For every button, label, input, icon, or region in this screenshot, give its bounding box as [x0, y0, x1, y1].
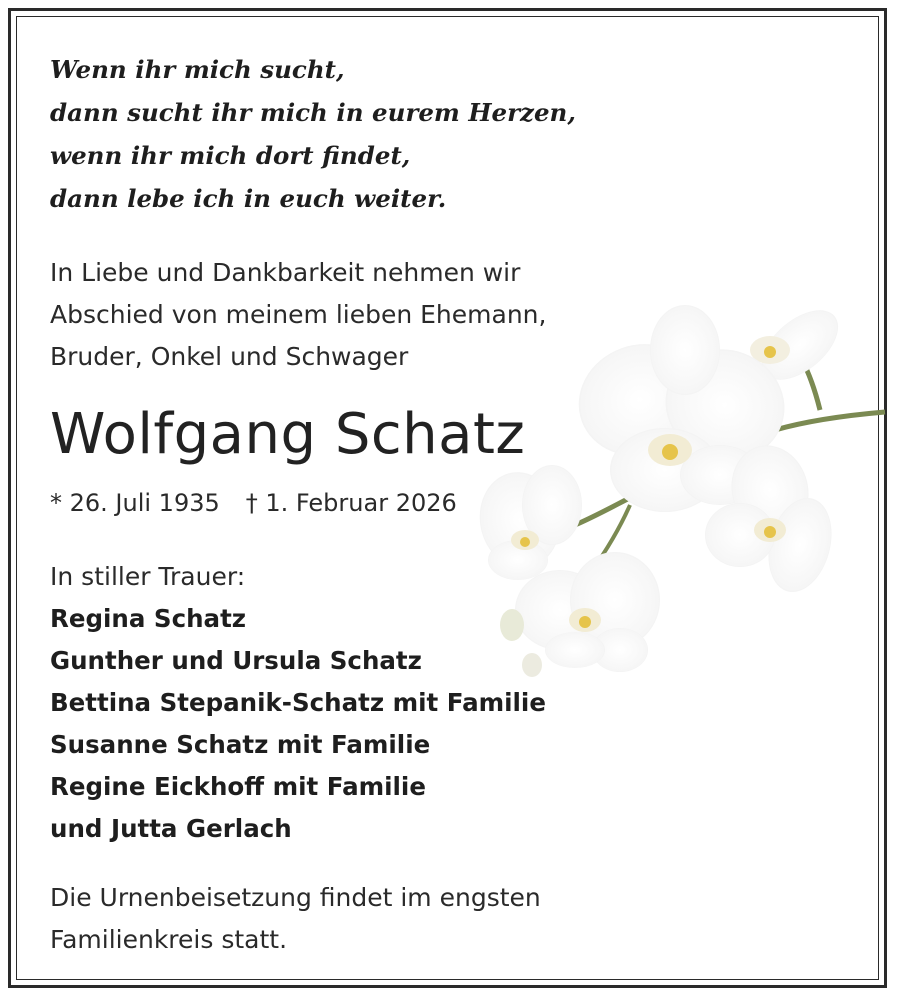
death-date: † 1. Februar 2026: [245, 489, 457, 517]
poem-line: wenn ihr mich dort findet,: [50, 141, 411, 170]
mourning-label: In stiller Trauer:: [50, 562, 246, 591]
mourner-name: Regine Eickhoff mit Familie: [50, 772, 426, 801]
mourner-name: Bettina Stepanik-Schatz mit Familie: [50, 688, 546, 717]
intro-line: In Liebe und Dankbarkeit nehmen wir: [50, 258, 521, 287]
poem-line: Wenn ihr mich sucht,: [50, 55, 345, 84]
closing-line: Die Urnenbeisetzung findet im engsten: [50, 883, 541, 912]
closing-text: [50, 877, 541, 961]
mourner-name: und Jutta Gerlach: [50, 814, 292, 843]
birth-date: * 26. Juli 1935: [50, 489, 220, 517]
intro-text: [50, 252, 546, 378]
mourner-name: Regina Schatz: [50, 604, 247, 633]
mourner-name: Susanne Schatz mit Familie: [50, 730, 431, 759]
deceased-name: Wolfgang Schatz: [50, 402, 526, 467]
mourner-name: Gunther und Ursula Schatz: [50, 646, 422, 675]
life-dates: [50, 483, 457, 523]
poem-line: dann sucht ihr mich in eurem Herzen,: [50, 98, 576, 127]
poem: [50, 48, 576, 220]
intro-line: Bruder, Onkel und Schwager: [50, 342, 409, 371]
closing-line: Familienkreis statt.: [50, 925, 288, 954]
poem-line: dann lebe ich in euch weiter.: [50, 184, 447, 213]
mourners-list: [50, 598, 546, 850]
intro-line: Abschied von meinem lieben Ehemann,: [50, 300, 547, 329]
